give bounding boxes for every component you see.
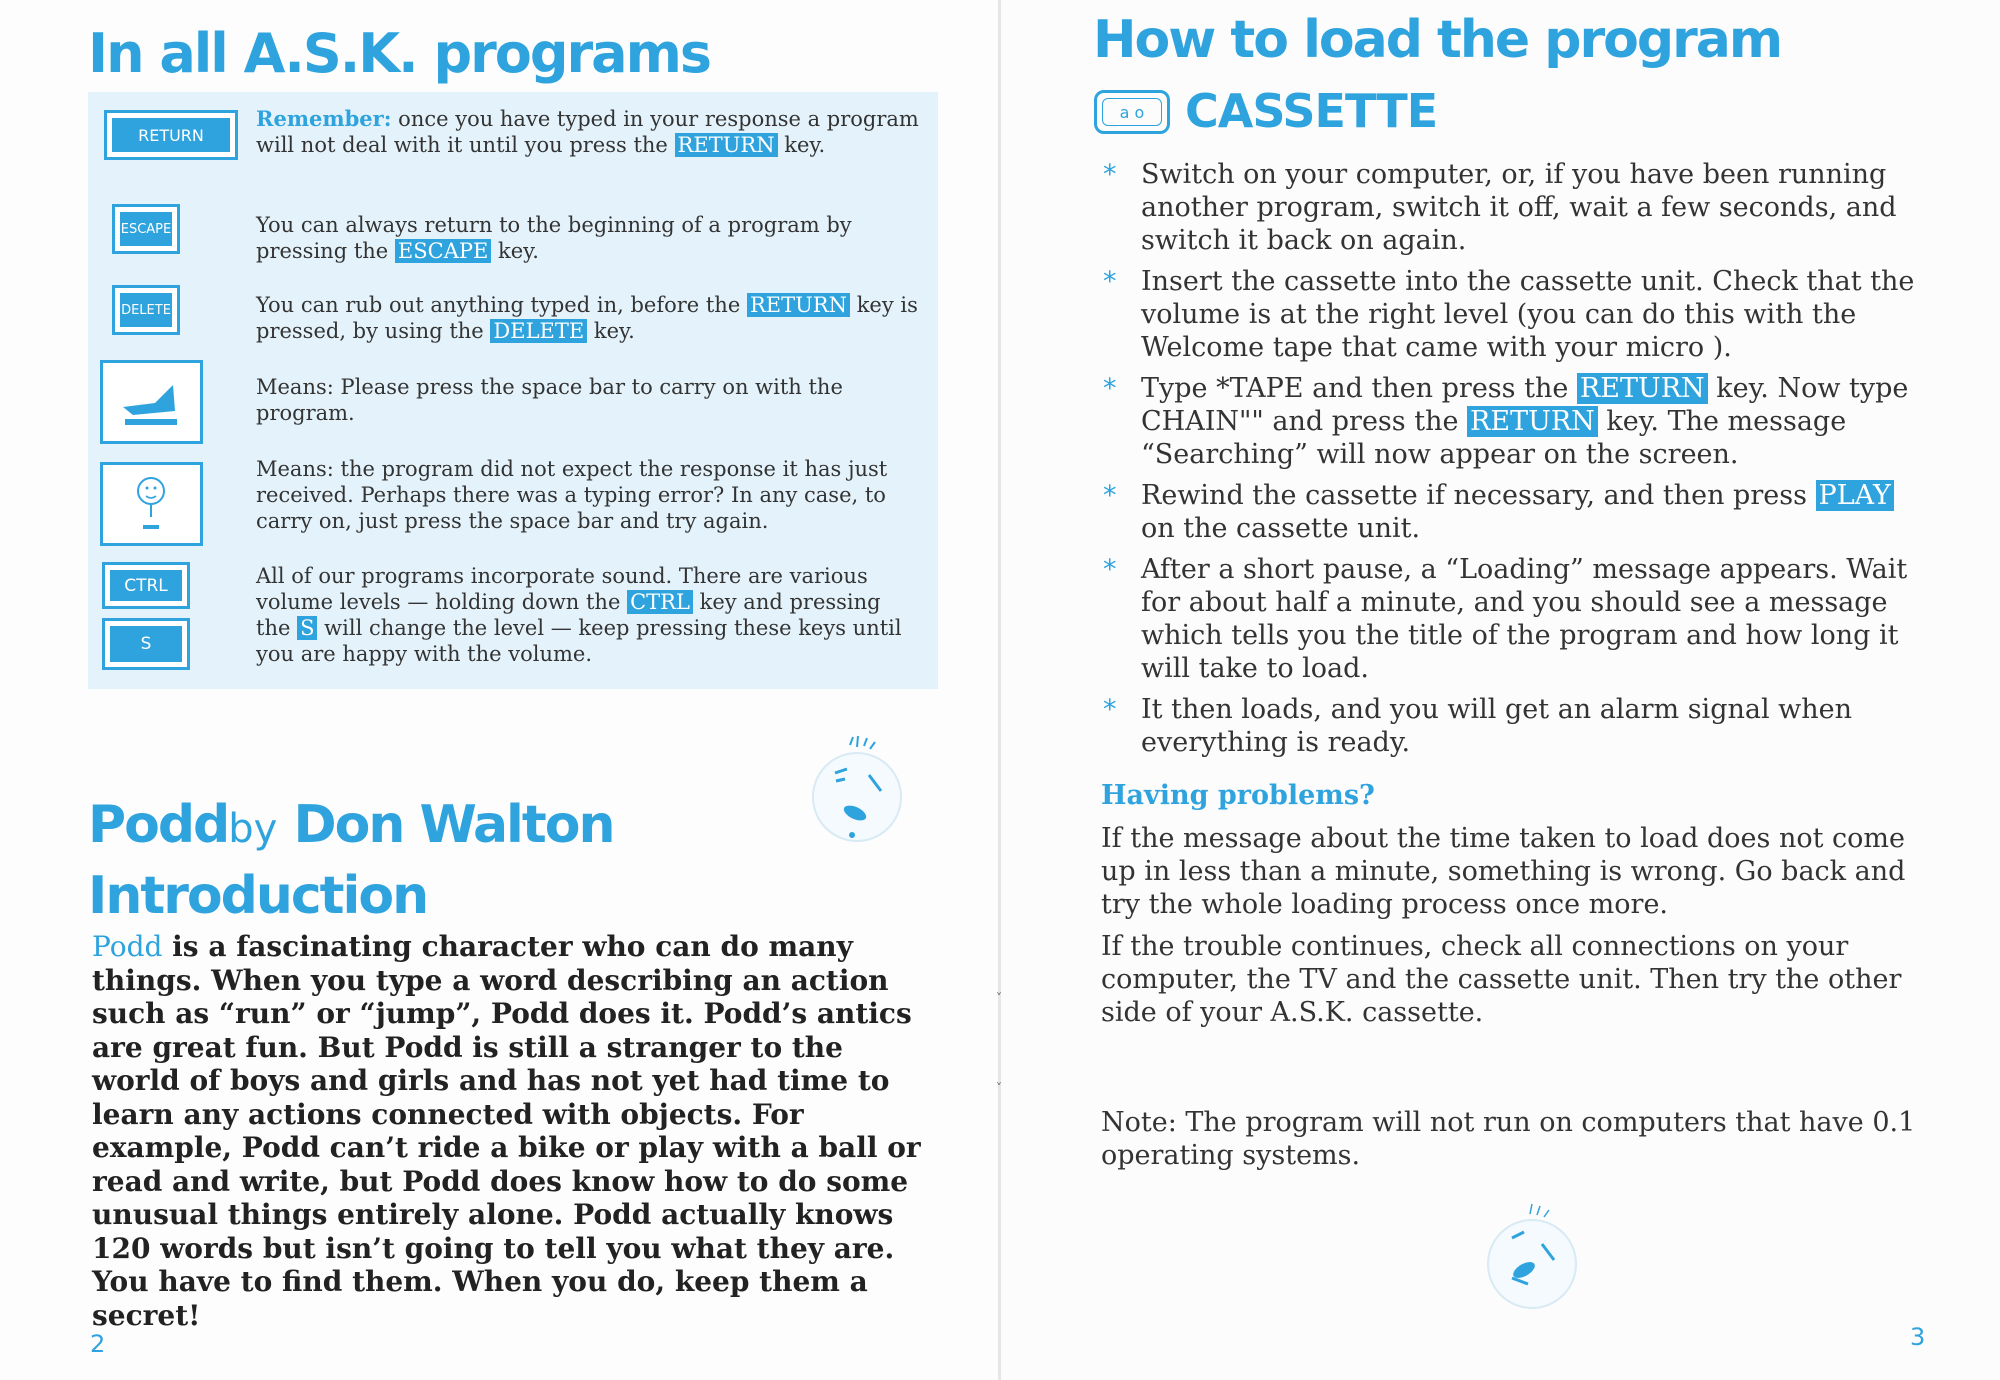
having-problems-heading: Having problems? [1101,780,1375,811]
list-item: * Type *TAPE and then press the RETURN key. Now type CHAIN"" and press the RETURN key. The message “Searching” will now appear on the screen. [1103,373,1909,470]
key-info-box [88,92,938,689]
introduction-heading: Introduction [88,866,428,926]
podd-character-icon [795,735,920,850]
play-key-label: PLAY [1816,480,1894,511]
return-key-label: RETURN [1577,373,1708,404]
list-item: * Rewind the cassette if necessary, and then press PLAY on the cassette unit. [1103,479,1933,545]
return-key-label: RETURN [747,293,850,317]
introduction-text: Podd is a fascinating character who can do many things. When you type a word describing an action such as “run” or “jump”, Podd does it. Podd’s antics are great fun. But Podd is still a stranger to the world of boys and girls and has not yet had time to learn any actions connected with objects. For example, Podd can’t ride a bike or play with a ball or read and write, but Podd does know how to do some unusual things entirely alone. Podd actually knows 120 words but isn’t going to tell you what they are. You have to find them. When you do, keep them a secret! [92,930,921,1332]
icon-column [88,92,248,689]
ctrl-key-label: CTRL [627,590,693,614]
gutter-mark: ˅ [996,991,1002,1005]
delete-tip: You can rub out anything typed in, before the RETURN key is pressed, by using the DELETE key. [256,293,918,343]
gutter-mark: ˅ [996,1081,1002,1095]
ctrl-key-icon: CTRL [102,562,190,609]
cassette-heading: CASSETTE [1185,84,1438,138]
cassette-icon: a o [1094,90,1170,134]
s-key-label: S [297,616,317,640]
s-key-icon: S [102,618,190,670]
remember-tip: Remember: once you have typed in your response a program will not deal with it until you press the RETURN key. [256,106,919,157]
page-gutter [998,0,1001,1380]
space-bar-icon [100,360,203,444]
return-key-icon: RETURN [104,110,238,160]
list-item: * After a short pause, a “Loading” message appears. Wait for about half a minute, and you should see a message which tells you the title of the program and how long it will take to load. [1103,554,1908,684]
question-face-icon [100,462,203,546]
return-key-label: RETURN [675,133,778,157]
problems-paragraph: If the trouble continues, check all connections on your computer, the TV and the cassette unit. Then try the other side of your A.S.K. cassette. [1101,931,1902,1028]
escape-key-icon: ESCAPE [112,204,180,254]
escape-key-label: ESCAPE [395,239,491,263]
list-item: * Switch on your computer, or, if you have been running another program, switch it off, wait a few seconds, and switch it back on again. [1103,159,1897,256]
error-tip: Means: the program did not expect the response it has just received. Perhaps there was a typing error? In any case, to carry on, just press the space bar and try again. [256,457,888,533]
escape-tip: You can always return to the beginning of a program by pressing the ESCAPE key. [256,213,852,263]
problems-paragraph: If the message about the time taken to load does not come up in less than a minute, something is wrong. Go back and try the whole loading process once more. [1101,823,1906,920]
return-key-label: RETURN [1467,406,1598,437]
sound-tip: All of our programs incorporate sound. There are various volume levels — holding down the CTRL key and pressing the S will change the level — keep pressing these keys until you are happy with the volume. [256,564,902,666]
space-bar-tip: Means: Please press the space bar to carry on with the program. [256,375,843,425]
right-page-title: How to load the program [1093,10,1782,70]
podd-heading: Poddby Don Walton [88,795,614,855]
note-text: Note: The program will not run on computers that have 0.1 operating systems. [1101,1107,1916,1171]
left-page-title: In all A.S.K. programs [88,22,710,85]
delete-key-icon: DELETE [112,285,180,335]
list-item: * It then loads, and you will get an alarm signal when everything is ready. [1103,694,1853,758]
list-item: * Insert the cassette into the cassette unit. Check that the volume is at the right level (you can do this with the Welcome tape that came with your micro ). [1103,266,1915,363]
loading-steps-list [1103,158,1933,767]
delete-key-label: DELETE [490,319,587,343]
podd-character-icon [1472,1200,1592,1320]
page-number-right: 3 [1910,1323,1926,1351]
page-number-left: 2 [90,1330,106,1358]
